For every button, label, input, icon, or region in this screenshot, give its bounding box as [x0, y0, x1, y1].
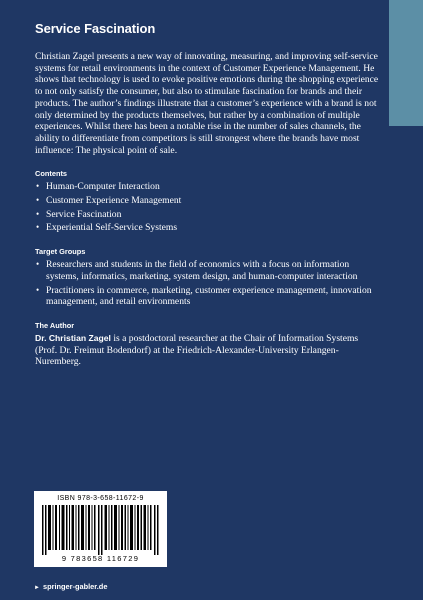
target-group-item: • Practitioners in commerce, marketing, customer experience management, innovation management, and retail environments: [35, 285, 380, 308]
back-cover-text: [35, 21, 380, 368]
author-bio-text: is a postdoctoral researcher at the Chair of Information Systems (Prof. Dr. Freimut Bodendorf) at the Friedrich-Alexander-University Erlangen-Nuremberg.: [35, 332, 359, 368]
contents-list: [35, 181, 380, 234]
contents-item: • Human-Computer Interaction: [35, 181, 380, 193]
author-heading: The Author: [35, 320, 75, 330]
publisher-url[interactable]: [34, 582, 107, 591]
barcode-icon: [42, 505, 159, 555]
isbn-barcode: [34, 491, 167, 567]
target-groups-heading: Target Groups: [35, 247, 86, 257]
book-description: Christian Zagel presents a new way of innovating, measuring, and improving self-service systems for retail environments in the context of Customer Experience Management. He shows that technology is used to evoke positive emotions during the shopping experience to not only satisfy the consumer, but also to stimulate fascination for brands and their products. The author’s findings illustrate that a customer’s experience with a brand is not only determined by the products themselves, but rather by a combination of multiple experiences. Whilst there has been a notable rise in the number of sales channels, the ability to differentiate from competitors is still strongest where the brands have most influence: The physical point of sale.: [35, 51, 379, 156]
isbn-label: ISBN 978-3-658-11672-9: [57, 495, 144, 502]
contents-item: • Service Fascination: [35, 209, 380, 221]
barcode-digits: 9 783658 116729: [61, 554, 140, 563]
target-group-item: • Researchers and students in the field of economics with a focus on information systems, informatics, marketing, system design, and human-computer interaction: [35, 259, 380, 282]
cover-accent-tab: [389, 0, 423, 126]
contents-item: • Experiential Self-Service Systems: [35, 222, 380, 234]
book-title: Service Fascination: [35, 21, 156, 36]
contents-item: • Customer Experience Management: [35, 195, 380, 207]
target-groups-list: [35, 259, 380, 308]
author-name: Dr. Christian Zagel: [35, 332, 111, 343]
arrow-right-icon: ►: [34, 585, 40, 591]
publisher-url-text[interactable]: springer-gabler.de: [42, 582, 108, 591]
contents-heading: Contents: [35, 169, 68, 179]
author-bio: [35, 333, 380, 368]
